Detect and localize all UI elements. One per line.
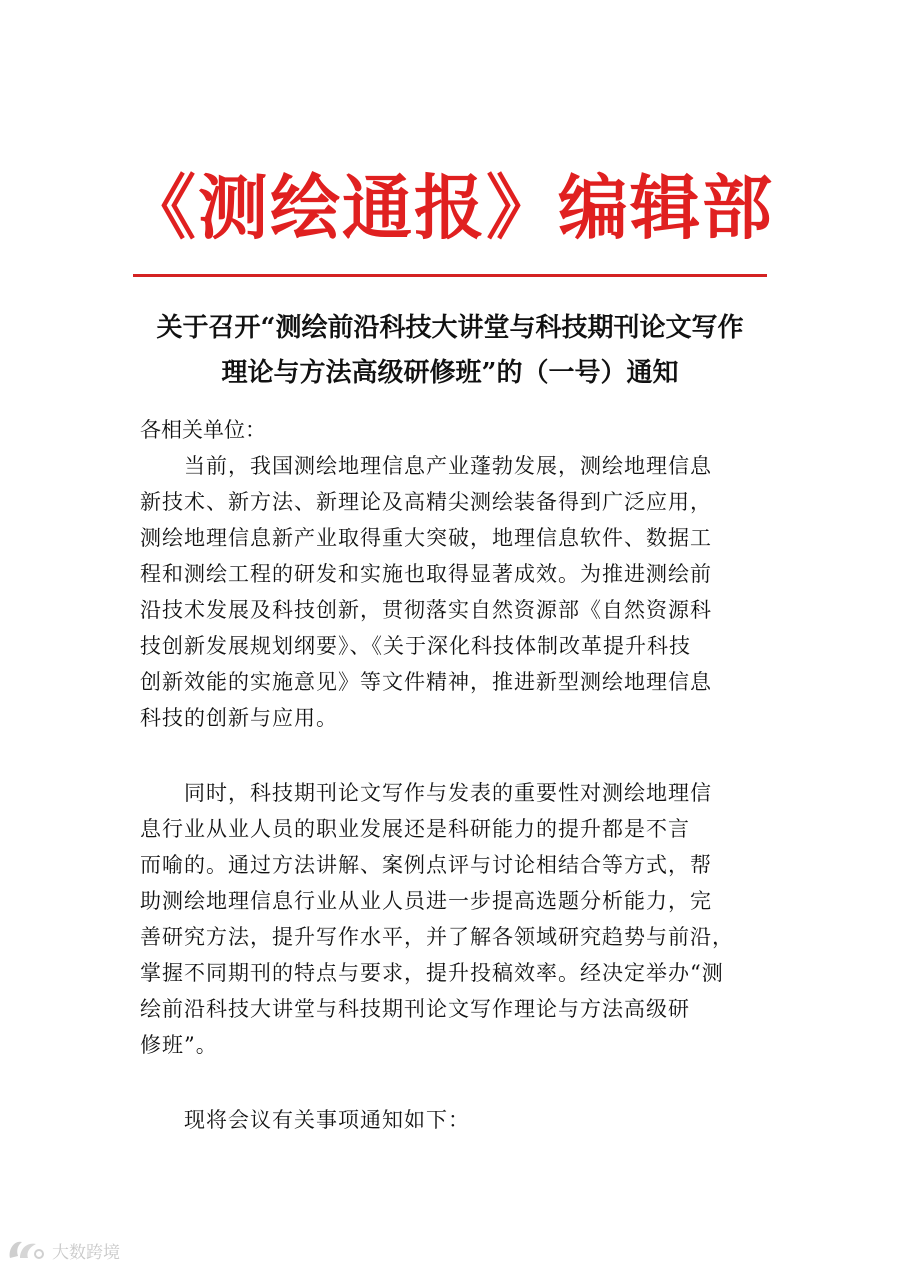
notice-title-line: 理论与方法高级研修班”的（一号）通知 (221, 358, 679, 388)
paragraph-line: 助测绘地理信息行业从业人员进一步提高选题分析能力，完 (140, 889, 712, 913)
paragraph-line: 同时，科技期刊论文写作与发表的重要性对测绘地理信 (184, 781, 712, 805)
paragraph-line: 绘前沿科技大讲堂与科技期刊论文写作理论与方法高级研 (140, 997, 690, 1021)
notice-title (100, 306, 800, 396)
masthead-divider (133, 274, 767, 277)
paragraph-1 (140, 448, 765, 736)
paragraph-line: 掌握不同期刊的特点与要求，提升投稿效率。经决定举办“测 (140, 961, 724, 985)
paragraph-line: 善研究方法，提升写作水平，并了解各领域研究趋势与前沿， (140, 925, 734, 949)
paragraph-line: 当前，我国测绘地理信息产业蓬勃发展，测绘地理信息 (184, 454, 712, 478)
salutation: 各相关单位： (140, 418, 266, 442)
paragraph-3 (140, 1102, 765, 1138)
paragraph-line: 而喻的。通过方法讲解、案例点评与讨论相结合等方式，帮 (140, 853, 712, 877)
paragraph-line: 创新效能的实施意见》等文件精神，推进新型测绘地理信息 (140, 670, 712, 694)
paragraph-line: 现将会议有关事项通知如下： (184, 1108, 470, 1132)
paragraph-line: 技创新发展规划纲要》、《关于深化科技体制改革提升科技 (140, 634, 691, 658)
paragraph-line: 新技术、新方法、新理论及高精尖测绘装备得到广泛应用， (140, 490, 712, 514)
watermark-logo-icon (6, 1236, 46, 1264)
notice-title-line: 关于召开“测绘前沿科技大讲堂与科技期刊论文写作 (156, 313, 744, 343)
paragraph-line: 测绘地理信息新产业取得重大突破，地理信息软件、数据工 (140, 526, 712, 550)
paragraph-line: 修班”。 (140, 1033, 218, 1057)
paragraph-2 (140, 775, 765, 1063)
watermark-text: 大数跨境 (52, 1242, 120, 1263)
masthead-title: 《测绘通报》编辑部 (126, 167, 774, 249)
paragraph-line: 科技的创新与应用。 (140, 706, 338, 730)
paragraph-line: 沿技术发展及科技创新，贯彻落实自然资源部《自然资源科 (140, 598, 712, 622)
paragraph-line: 息行业从业人员的职业发展还是科研能力的提升都是不言 (140, 817, 690, 841)
paragraph-line: 程和测绘工程的研发和实施也取得显著成效。为推进测绘前 (140, 562, 712, 586)
watermark (6, 1236, 120, 1264)
